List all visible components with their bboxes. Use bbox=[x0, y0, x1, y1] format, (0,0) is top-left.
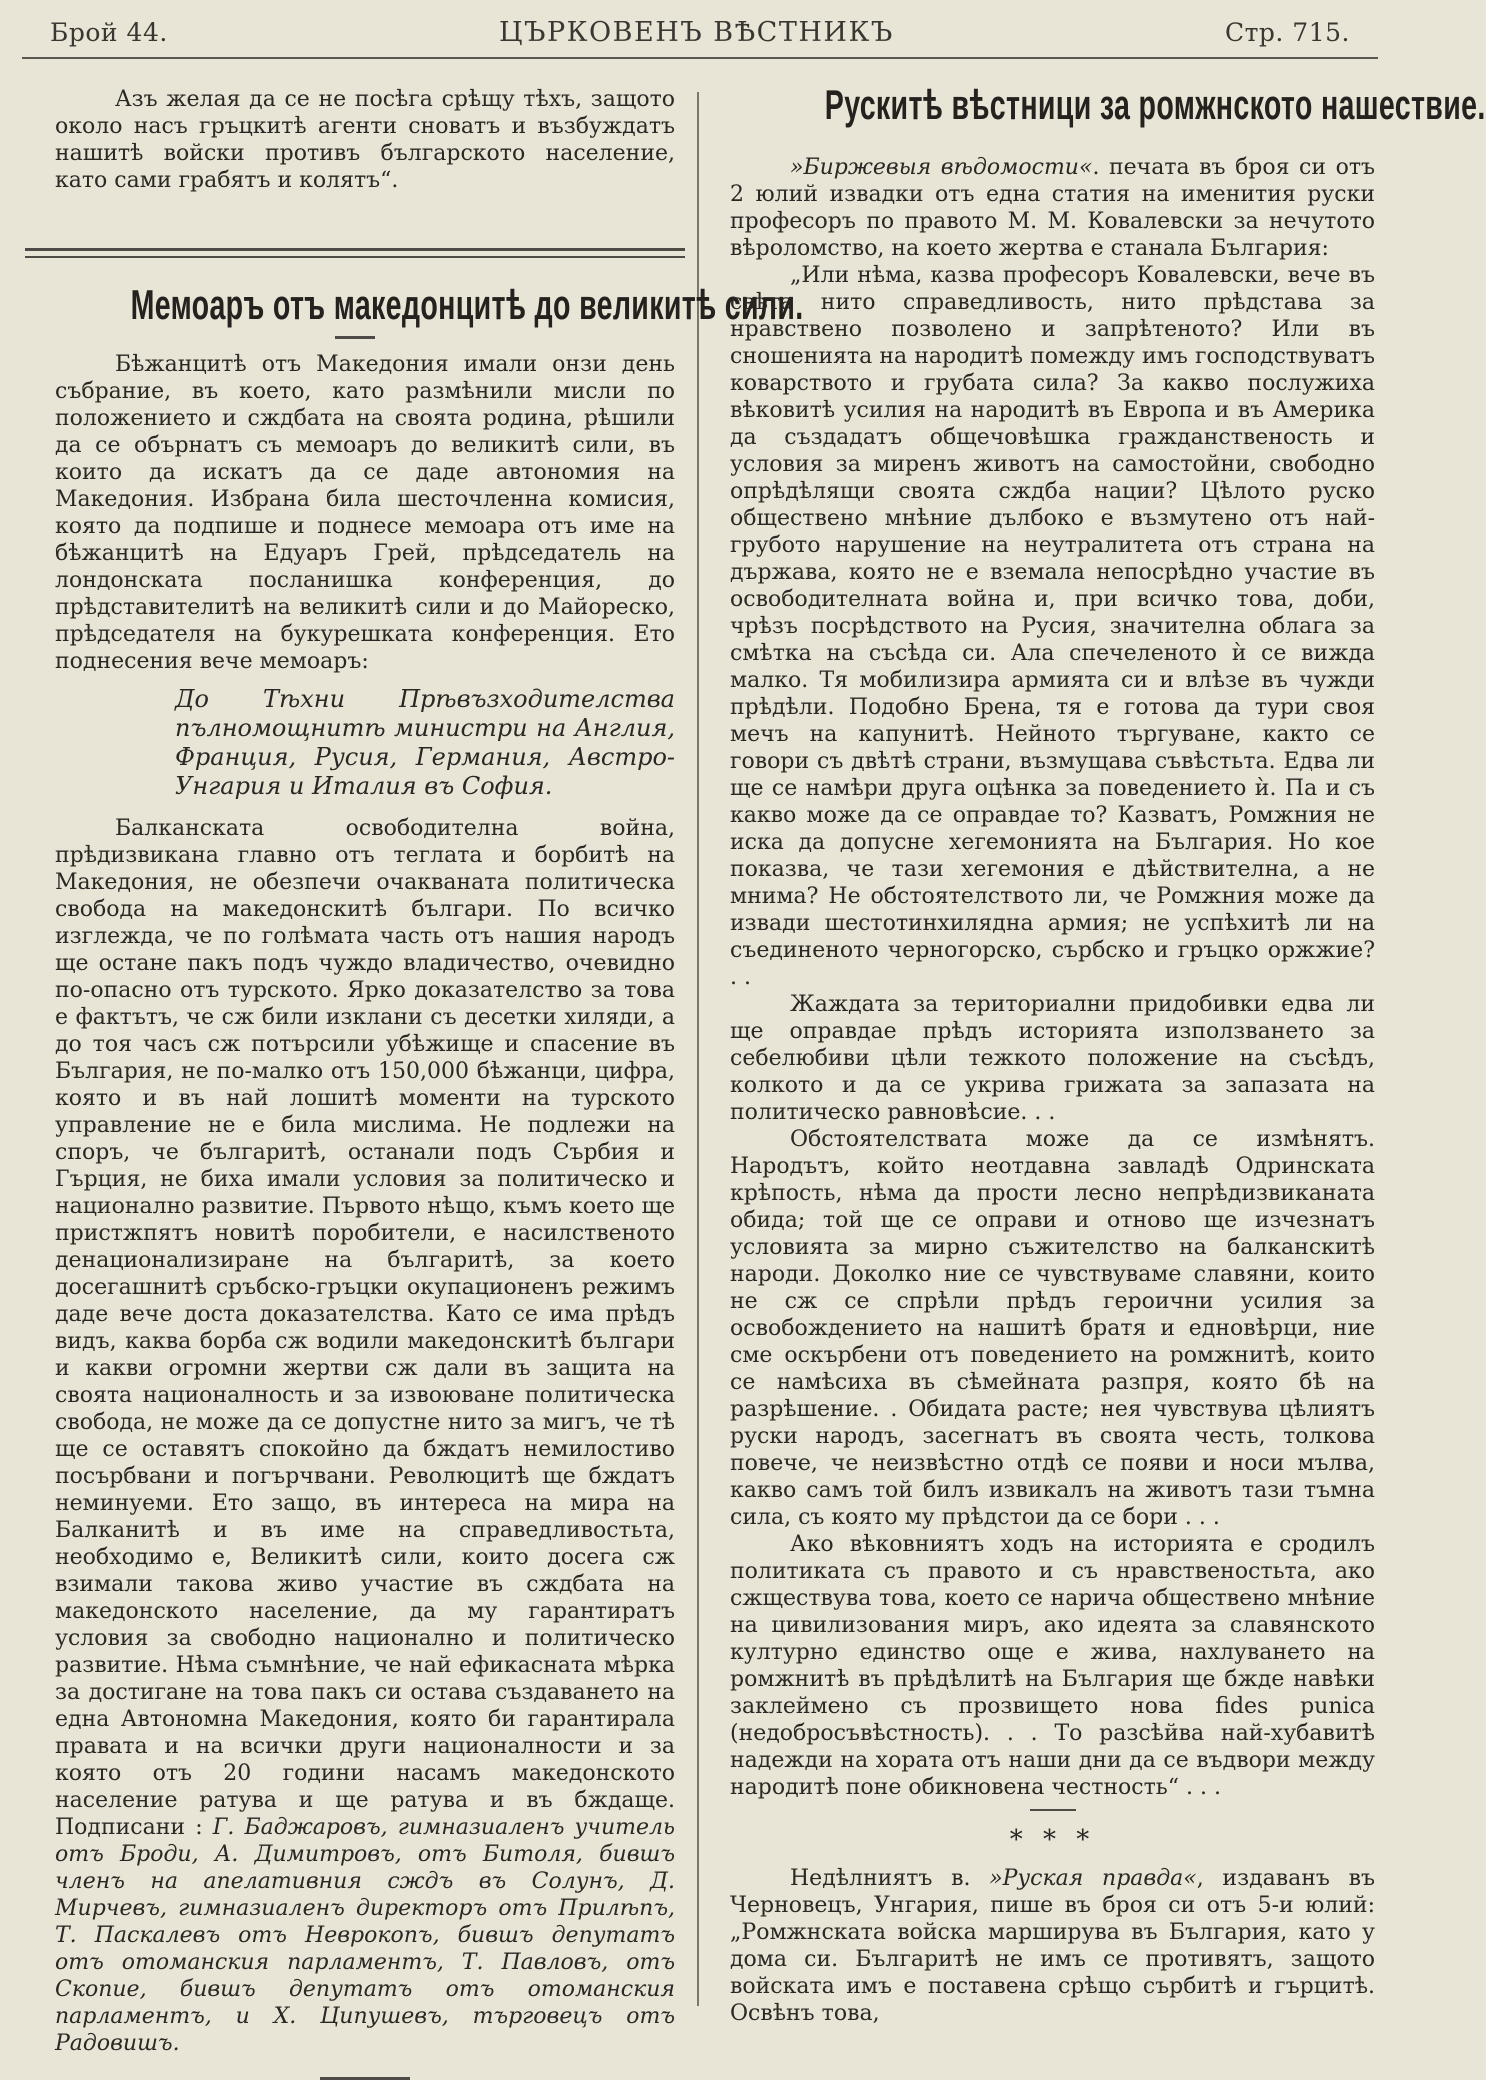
memoir-headline: Мемоаръ отъ македонцитѣ до великитѣ сили. bbox=[130, 281, 804, 328]
right-paragraph-2: „Или нѣма, казва професоръ Ковалевски, вече въ свѣта нито справедливость, нито прѣдстава за нравствено позволено и запрѣтеното? Или въ сношенията на народитѣ помежду имъ господствуватъ коварството и грубата сила? За какво послужиха вѣковитѣ усилия на народитѣ въ Европа и въ Америка да създадатъ общечовѣшка гражданственость и условия за миренъ животъ на самостойни, свободно опрѣдѣлящи своята сждба нации? Цѣлото руско обществено мнѣние дълбоко е възмутено отъ най-грубото нарушение на неутралитета отъ страна на държава, която не е вземала непосрѣдно участие въ освободителната война и, при всичко това, доби, чрѣзъ посрѣдството на Русия, значителна облага за смѣтка на съсѣда си. Ала спечеленото ѝ се вижда малко. Тя мобилизира армията си и влѣзе въ чужди прѣдѣли. Подобно Брена, тя е готова да тури своя мечъ на капунитѣ. Нейното търгуване, както се говори съ двѣтѣ страни, възмущава съвѣстьта. Едва ли ще се намѣри друга оцѣнка за поведението ѝ. Па и съ какво може да се оправдае то? Казватъ, Ромжния не иска да допусне хегемонията на България. Но кое показва, че тази хегемония е дѣйствителна, а не мнима? Не обстоятелството ли, че Ромжния може да извади шестотинхилядна армия; не успѣхитѣ ли на съединеното черногорско, сърбско и гръцко оржжие? . . bbox=[730, 263, 1375, 990]
paragraph-rule bbox=[1030, 1809, 1076, 1811]
headline-dash bbox=[335, 336, 375, 339]
newspaper-title: ЦЪРКОВЕНЪ ВѢСТНИКЪ bbox=[498, 16, 894, 48]
right-paragraph-1 bbox=[730, 154, 1375, 262]
right-paragraph-6 bbox=[730, 1865, 1375, 2027]
header-rule bbox=[22, 57, 1378, 59]
memoir-body: Балканската освободителна война, прѣдизвикана главно отъ теглата и борбитѣ на Македония, не обезпечи очакваната политическа свобода на македонскитѣ българи. По всичко изглежда, че по голѣмата часть отъ нашия народъ ще остане пакъ подъ чуждо владичество, очевидно по-опасно отъ турското. Ярко доказателство за това е фактътъ, че сж били изклани съ десетки хиляди, а до тоя часъ сж потърсили убѣжище и спасение въ България, не по-малко отъ 150,000 бѣжанци, цифра, която и въ най лошитѣ моменти на турското управление не е била мислима. Не подлежи на споръ, че българитѣ, останали подъ Сърбия и Гърция, не биха имали условия за политическо и национално развитие. Първото нѣщо, къмъ което ще пристжпятъ новитѣ поробители, е насилственото денационализиране на българитѣ, за което досегашнитѣ сръбско-гръцки окупационенъ режимъ даде вече доста доказателства. Като се има прѣдъ видъ, каква борба сж водили македонскитѣ българи и какви огромни жертви сж дали въ защита на своята националность и за извоюване политическа свобода, не може да се допустне нито за мигъ, че тѣ ще се оставятъ спокойно да бждатъ немилостиво посърбвани и погърчвани. Революцитѣ ще бждатъ неминуеми. Ето защо, въ интереса на мира на Балканитѣ и въ име на справедливостьта, необходимо е, Великитѣ сили, които досега сж взимали такова живо участие въ сждбата на македонското население, да му гарантиратъ условия за свободно национално и политическо развитие. Нѣма съмнѣние, че най ефикасната мѣрка за достигане на това пакъ си остава създаването на една Автономна Македония, която би гарантирала правата и на всички други националности и за която отъ 20 години насамъ македонското население ратува и ще ратува и въ бждаще. Подписани : bbox=[55, 816, 675, 1840]
right-paragraph-3: Жаждата за териториални придобивки едва ли ще оправдае прѣдъ историята използването за себелюбиви цѣли тежкото положение на съсѣдъ, колкото и да се укрива грижата за запазата на политическо равновѣсие. . . bbox=[730, 992, 1375, 1125]
ruskaya-pravda-source: »Руская правда« bbox=[989, 1866, 1197, 1891]
memoir-address: До Тѣхни Прѣвъзходителства пълномощнитѣ министри на Англия, Франция, Русия, Германия, Австро-Унгария и Италия въ София. bbox=[175, 685, 675, 800]
page-header bbox=[50, 12, 1350, 52]
right-paragraph-6-lead: Недѣлниятъ в. bbox=[790, 1866, 990, 1891]
issue-number: Брой 44. bbox=[50, 17, 168, 47]
right-paragraph-1-text: . печата въ броя си отъ 2 юлий извадки отъ една статия на именития руски професоръ по правото М. М. Ковалевски за нечутото вѣроломство, на което жертва е станала България: bbox=[730, 155, 1375, 261]
right-paragraph-5: Ако вѣковниятъ ходъ на историята е сродилъ политиката съ правото и съ нравственостьта, ако сжществува това, което се нарича обществено мнѣние на цивилизования миръ, ако идеята за славянското културно единство още е жива, нахлуването на ромжнитѣ въ прѣдѣлитѣ на България ще бжде навѣки заклеймено съ прозвището нова fides punica (недобросъвѣстность). . . То разсѣйва най-хубавитѣ надежди на хората отъ наши дни да се въдвори между народитѣ поне обикновена честность“ . . . bbox=[730, 1532, 1375, 1800]
right-column bbox=[720, 72, 1486, 2027]
left-column bbox=[25, 72, 804, 2080]
right-paragraph-4: Обстоятелствата може да се измѣнятъ. Народътъ, който неотдавна завладѣ Одринската крѣпость, нѣма да прости лесно непрѣдизвиканата обида; той ще се оправи и отново ще изчезнатъ условията за мирно съжителство на балканскитѣ народи. Доколко ние се чувствуваме славяни, които не сж се спрѣли прѣдъ героични усилия за освобождението на нашитѣ братя и едновѣрци, ние сме оскърбени отъ поведението на ромжнитѣ, които се намѣсиха въ сѣмейната разпря, която бѣ на разрѣшение. . Обидата расте; нея чувствува цѣлиятъ руски народъ, засегнатъ въ своята честь, толкова повече, че неизвѣстно отдѣ се появи и носи мълва, какво самъ той билъ извикалъ на животъ тази тъмна сила, съ която му прѣдстои да се бори . . . bbox=[730, 1127, 1375, 1530]
birzhevyya-source: »Биржевыя вѣдомости« bbox=[790, 155, 1093, 180]
memoir-paragraph-1: Бѣжанцитѣ отъ Македония имали онзи день събрание, въ което, като размѣнили мисли по положението и сждбата на своята родина, рѣшили да се обърнатъ съ мемоаръ до великитѣ сили, въ които да искатъ да се даде автономия на Македония. Избрана била шесточленна комисия, която да подпише и поднесе мемоара отъ име на бѣжанцитѣ на Едуаръ Грей, прѣдседатель на лондонската посланишка конференция, до прѣдставителитѣ на великитѣ сили и до Майореско, прѣдседателя на букурешката конференция. Ето поднесения вече мемоаръ: bbox=[55, 352, 675, 674]
memoir-signatures: Г. Баджаровъ, гимназиаленъ учитель отъ Броди, А. Димитровъ, отъ Битоля, бившъ членъ на апелативния сждъ въ Солунъ, Д. Мирчевъ, гимназиаленъ директоръ отъ Прилѣпъ, Т. Паскалевъ отъ Неврокопъ, бившъ депутатъ отъ отоманския парламентъ, Т. Павловъ, отъ Скопие, бившъ депутатъ отъ отоманския парламентъ, и Х. Ципушевъ, търговецъ отъ Радовишъ. bbox=[55, 1815, 675, 2056]
intro-paragraph: Азъ желая да се не посѣга срѣщу тѣхъ, защото около насъ гръцкитѣ агенти сноватъ и възбуждатъ нашитѣ войски противъ българското население, като сами грабятъ и колятъ“. bbox=[55, 87, 675, 193]
memoir-paragraph-2 bbox=[55, 815, 675, 2057]
column-divider bbox=[697, 92, 699, 2006]
page-number: Стр. 715. bbox=[1224, 17, 1350, 47]
section-double-rule bbox=[25, 248, 685, 258]
section-stars: * * * bbox=[1009, 1825, 1096, 1855]
right-paragraph-6-text: , издаванъ въ Черновецъ, Унгария, пише въ броя си отъ 5-и юлий: „Ромжнската войска марширува въ България, като у дома си. Българитѣ не имъ се противятъ, защото войската имъ е поставена срѣщо сърбитѣ и гърцитѣ. Освѣнъ това, bbox=[730, 1866, 1375, 2026]
russian-papers-headline: Рускитѣ вѣстници за ромжнското нашествие. bbox=[824, 81, 1486, 128]
